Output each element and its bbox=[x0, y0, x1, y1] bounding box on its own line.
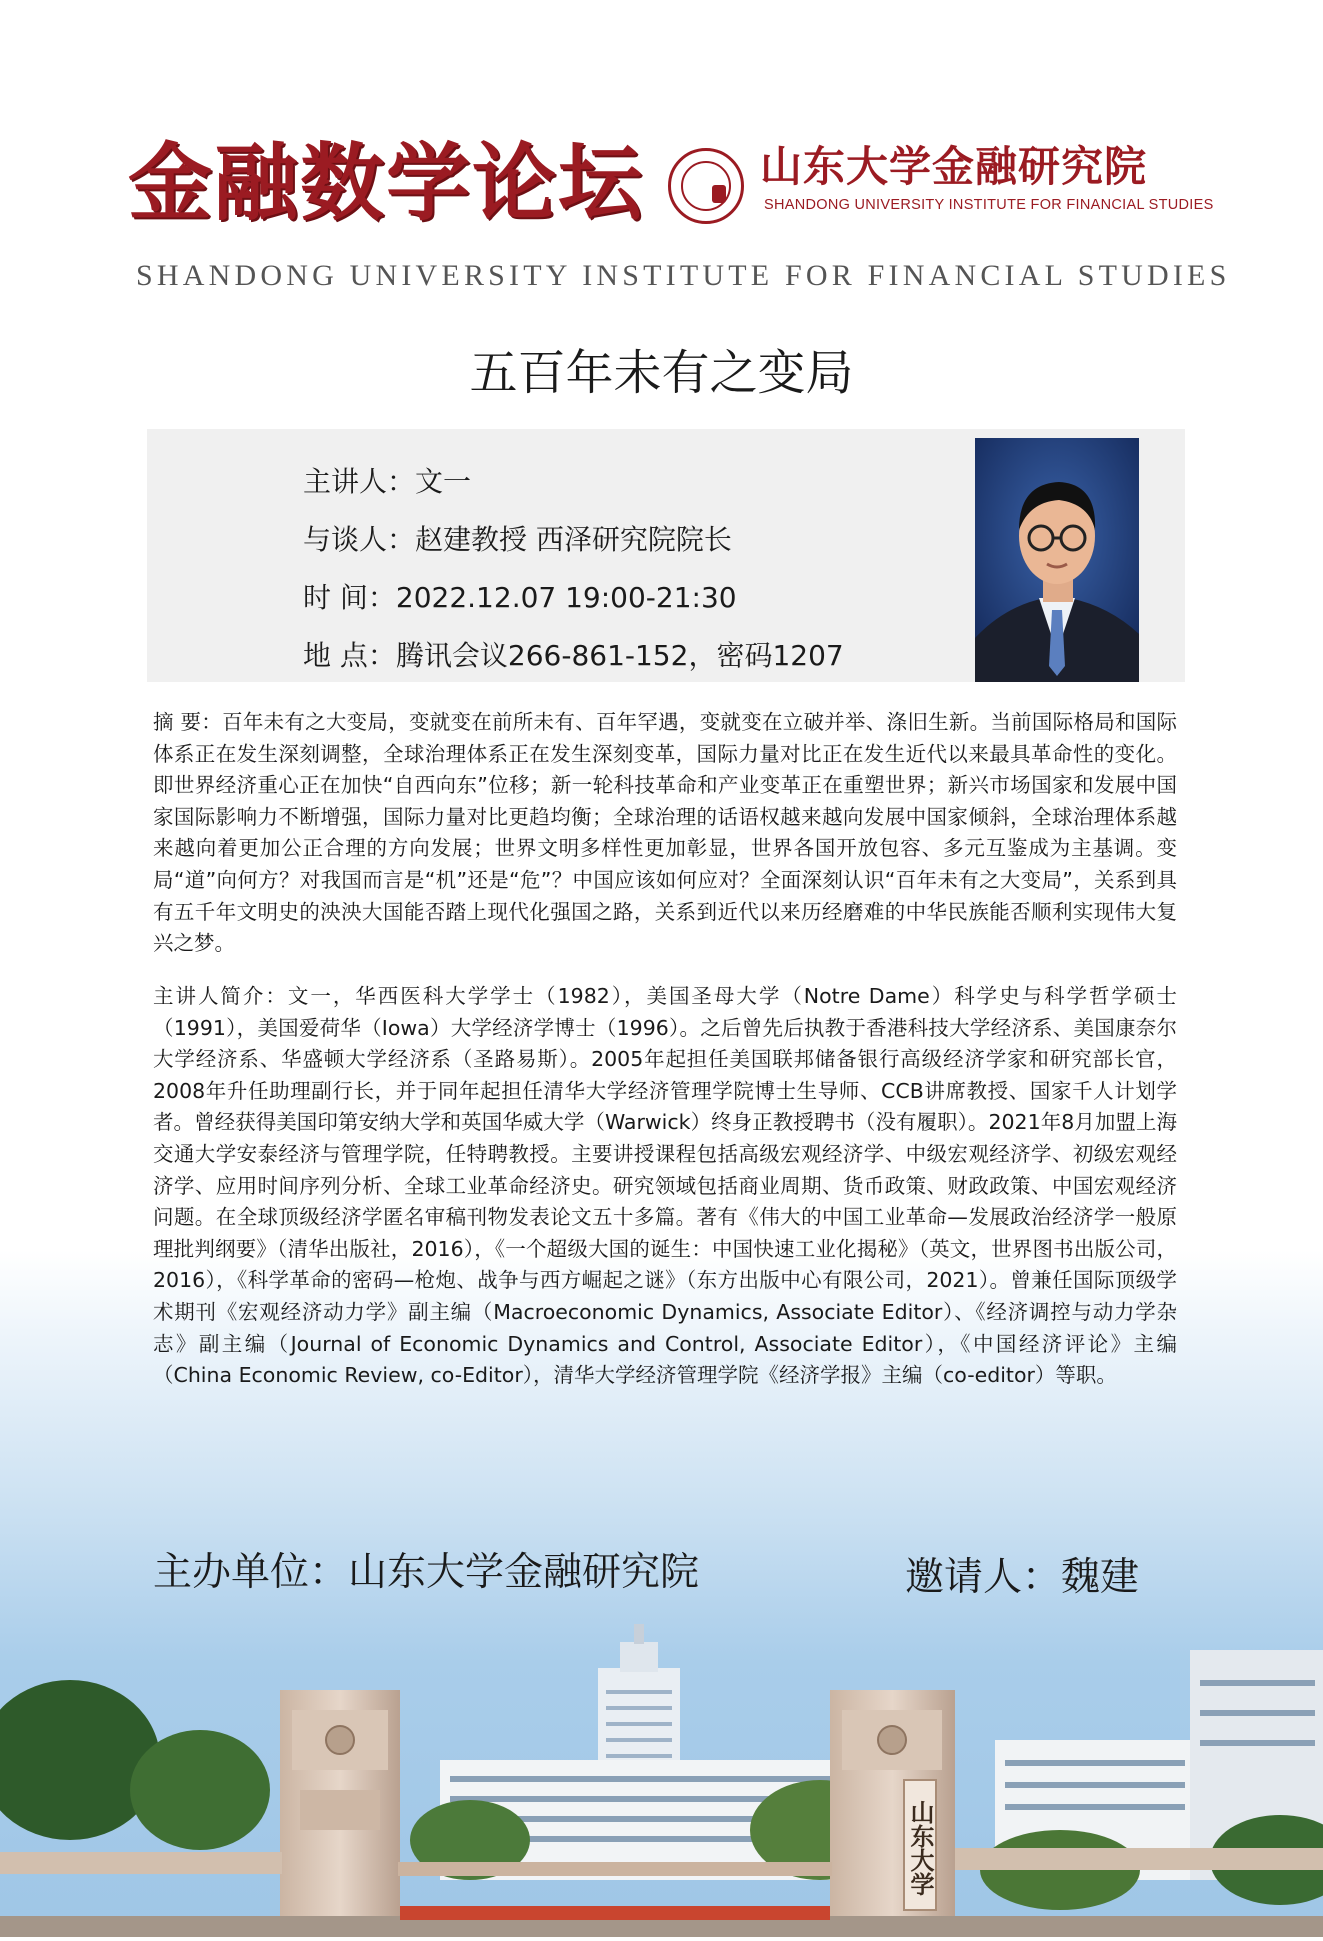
abstract-text: 摘 要：百年未有之大变局，变就变在前所未有、百年罕遇，变就变在立破并举、涤旧生新。当前国际格局和国际体系正在发生深刻调整，全球治理体系正在发生深刻变革，国际力量对比正在发生近代以来最具革命性的变化。即世界经济重心正在加快“自西向东”位移；新一轮科技革命和产业变革正在重塑世界；新兴市场国家和发展中国家国际影响力不断增强，国际力量对比更趋均衡；全球治理的话语权越来越向发展中国家倾斜，全球治理体系越来越向着更加公正合理的方向发展；世界文明多样性更加彰显，世界各国开放包容、多元互鉴成为主基调。变局“道”向何方？对我国而言是“机”还是“危”？中国应该如何应对？全面深刻认识“百年未有之大变局”，关系到具有五千年文明史的泱泱大国能否踏上现代化强国之路，关系到近代以来历经磨难的中华民族能否顺利实现伟大复兴之梦。 bbox=[153, 710, 1177, 956]
bio-text: 主讲人简介：文一，华西医科大学学士（1982），美国圣母大学（Notre Dame）科学史与科学哲学硕士（1991），美国爱荷华（Iowa）大学经济学博士（1996）。之后曾先后执教于香港科技大学经济系、美国康奈尔大学经济系、华盛顿大学经济系（圣路易斯）。2005年起担任美国联邦储备银行高级经济学家和研究部长官，2008年升任助理副行长，并于同年起担任清华大学经济管理学院博士生导师、CCB讲席教授、国家千人计划学者。曾经获得美国印第安纳大学和英国华威大学（Warwick）终身正教授聘书（没有履职）。2021年8月加盟上海交通大学安泰经济与管理学院，任特聘教授。主要讲授课程包括高级宏观经济学、中级宏观经济学、初级宏观经济学、应用时间序列分析、全球工业革命经济史。研究领域包括商业周期、货币政策、财政政策、中国宏观经济问题。在全球顶级经济学匿名审稿刊物发表论文五十多篇。著有《伟大的中国工业革命—发展政治经济学一般原理批判纲要》（清华出版社，2016），《一个超级大国的诞生：中国快速工业化揭秘》（英文，世界图书出版公司，2016），《科学革命的密码—枪炮、战争与西方崛起之谜》（东方出版中心有限公司，2021）。曾兼任国际顶级学术期刊《宏观经济动力学》副主编（Macroeconomic Dynamics, Associate Editor）、《经济调控与动力学杂志》副主编（Journal of Economic Dynamics and Control, Associate Editor），《中国经济评论》主编（China Economic Review, co-Editor），清华大学经济管理学院《经济学报》主编（co-editor）等职。 bbox=[153, 984, 1177, 1388]
forum-title: 金融数学论坛 bbox=[128, 133, 645, 232]
location-line: 地 点：腾讯会议266-861-152，密码1207 bbox=[303, 639, 844, 672]
speaker-line: 主讲人：文一 bbox=[303, 465, 472, 498]
talk-title: 五百年未有之变局 bbox=[469, 345, 854, 401]
campus-gate-illustration bbox=[0, 1620, 1323, 1937]
inviter: 邀请人：魏建 bbox=[905, 1555, 1140, 1600]
discussant-line: 与谈人：赵建教授 西泽研究院院长 bbox=[303, 523, 732, 556]
organizer: 主办单位：山东大学金融研究院 bbox=[153, 1550, 700, 1595]
institute-name-cn: 山东大学金融研究院 bbox=[760, 142, 1148, 191]
time-line: 时 间：2022.12.07 19:00-21:30 bbox=[303, 581, 737, 614]
institute-name-en: SHANDONG UNIVERSITY INSTITUTE FOR FINANCIAL STUDIES bbox=[764, 197, 1214, 213]
institute-banner-en: SHANDONG UNIVERSITY INSTITUTE FOR FINANCIAL STUDIES bbox=[136, 259, 1231, 292]
gate-plaque-text: 山东大学 bbox=[906, 1800, 935, 1896]
speaker-photo bbox=[975, 438, 1139, 682]
university-seal-icon bbox=[668, 148, 744, 224]
